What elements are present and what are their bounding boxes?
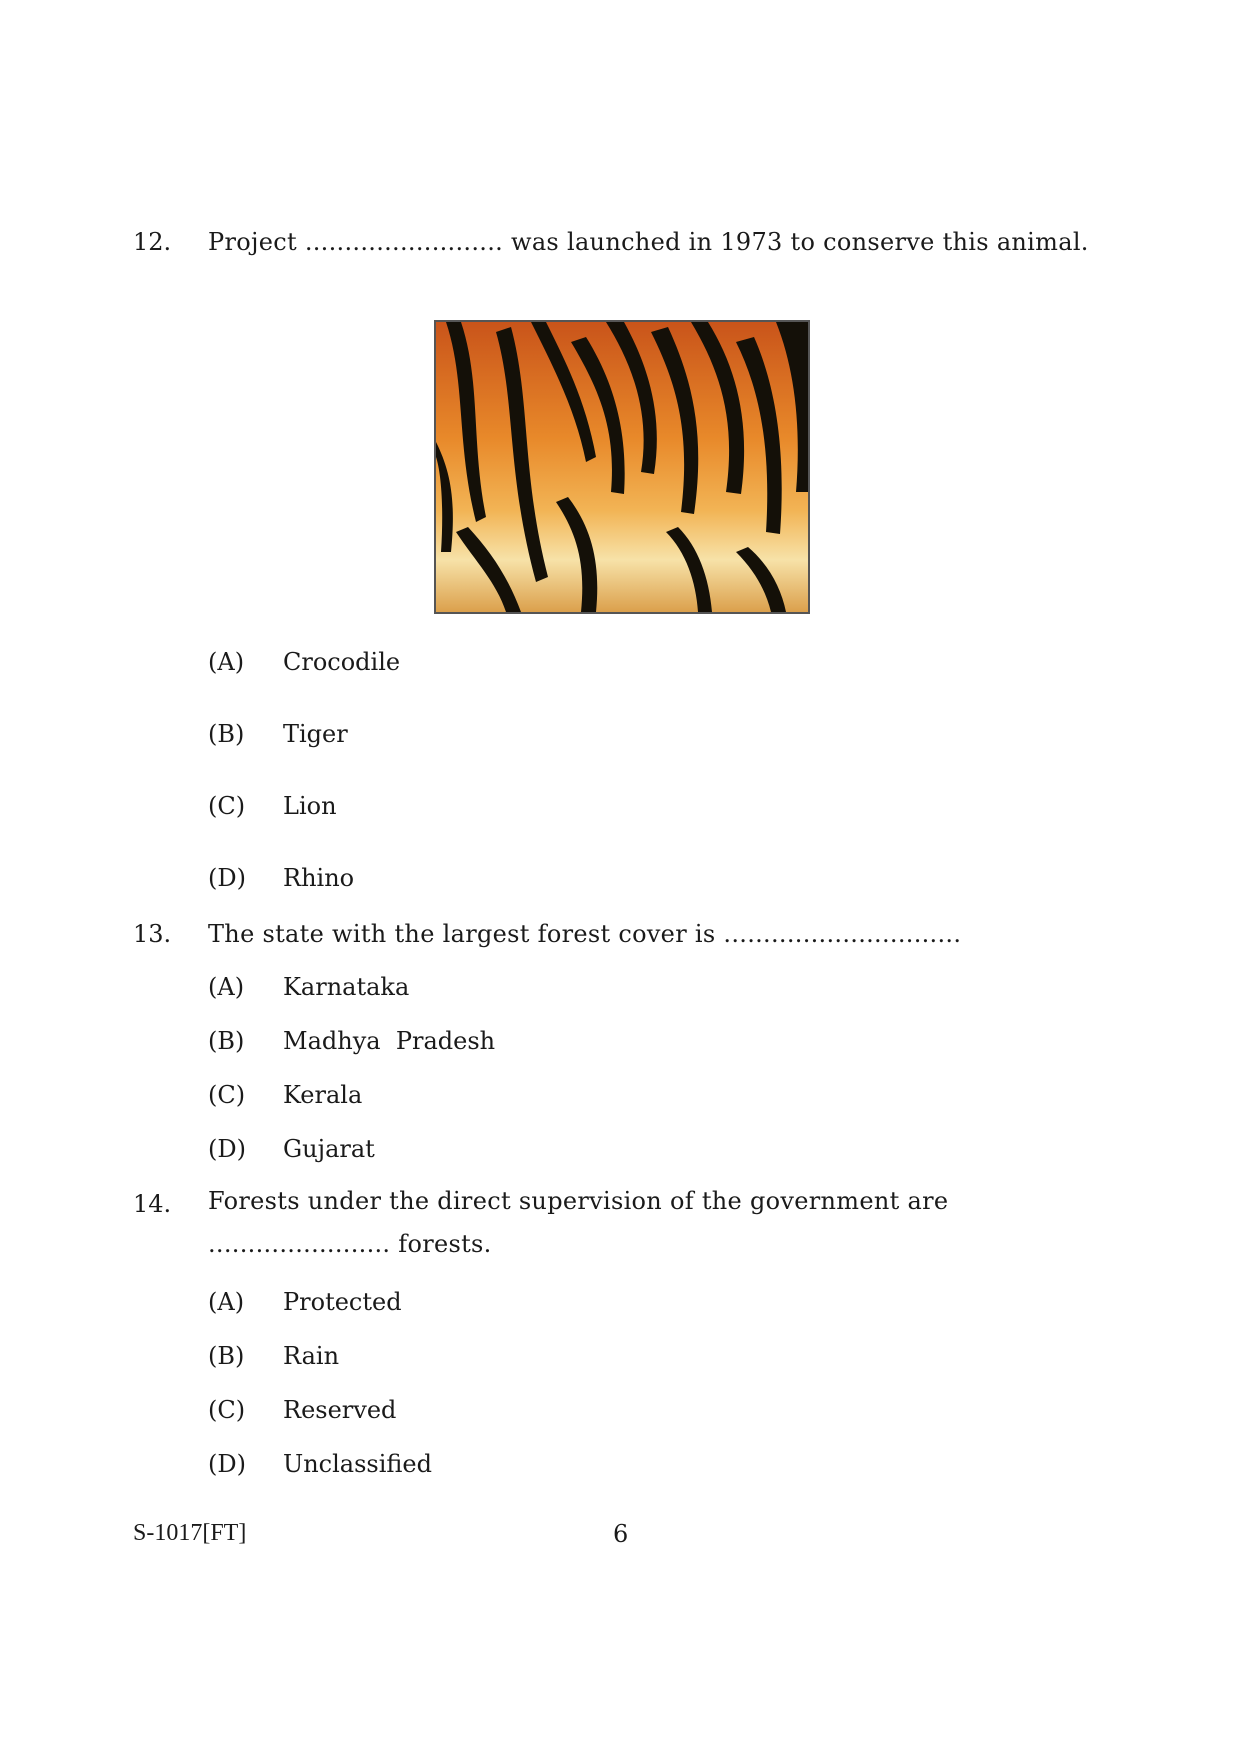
question-number: 14. [133, 1190, 172, 1218]
option-letter: (B) [208, 1027, 245, 1055]
option-letter: (B) [208, 720, 245, 748]
option-text: Madhya Pradesh [283, 1027, 496, 1055]
question-text: The state with the largest forest cover is .............................. [208, 920, 962, 948]
option-text: Karnataka [283, 973, 410, 1001]
question-text: Project ......................... was launched in 1973 to conserve this animal. [208, 228, 1089, 256]
option-letter: (C) [208, 1081, 246, 1109]
option-letter: (D) [208, 1135, 246, 1163]
option-text: Lion [283, 792, 337, 820]
option-text: Rhino [283, 864, 355, 892]
option-letter: (C) [208, 1396, 246, 1424]
option-text: Rain [283, 1342, 340, 1370]
option-text: Crocodile [283, 648, 401, 676]
option-letter: (D) [208, 1450, 246, 1478]
tiger-fur-image [434, 320, 810, 614]
option-letter: (A) [208, 1288, 245, 1316]
option-text: Reserved [283, 1396, 397, 1424]
page-number: 6 [613, 1520, 629, 1548]
question-number: 12. [133, 228, 172, 256]
option-letter: (A) [208, 973, 245, 1001]
paper-code: S-1017[FT] [133, 1520, 247, 1546]
option-letter: (B) [208, 1342, 245, 1370]
option-text: Tiger [283, 720, 348, 748]
option-text: Unclassified [283, 1450, 432, 1478]
option-text: Gujarat [283, 1135, 375, 1163]
option-text: Kerala [283, 1081, 363, 1109]
option-text: Protected [283, 1288, 402, 1316]
option-letter: (A) [208, 648, 245, 676]
option-letter: (D) [208, 864, 246, 892]
option-letter: (C) [208, 792, 246, 820]
question-number: 13. [133, 920, 172, 948]
question-text: Forests under the direct supervision of the government are ....................... forests. [208, 1187, 949, 1258]
